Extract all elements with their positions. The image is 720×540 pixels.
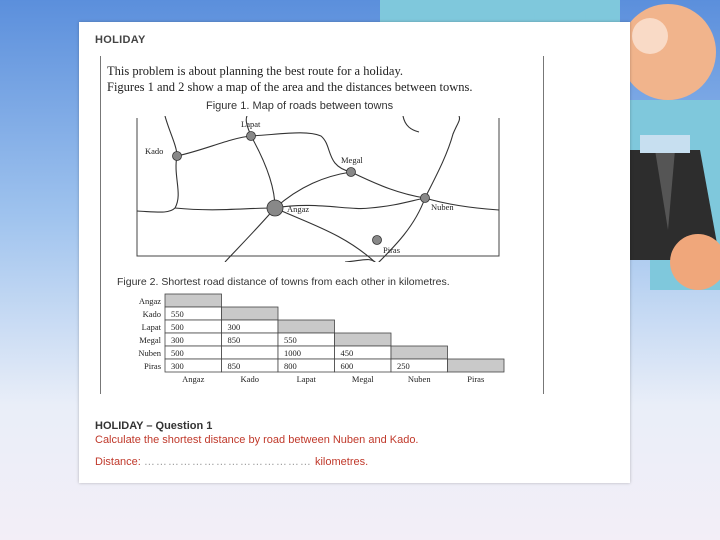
table-diagonal-cell — [165, 294, 222, 307]
town-label-piras: Piras — [383, 245, 400, 255]
table-diagonal-cell — [222, 307, 279, 320]
town-label-nuben: Nuben — [431, 202, 454, 212]
table-cell-value: 800 — [284, 361, 297, 371]
table-cell-value: 300 — [171, 361, 184, 371]
town-marker-megal — [347, 168, 356, 177]
table-cell-value: 550 — [284, 335, 297, 345]
distance-blank[interactable]: …………………………………… — [143, 456, 312, 468]
table-column-label: Kado — [240, 374, 259, 384]
town-marker-lapat — [247, 132, 256, 141]
table-cell-value: 300 — [227, 322, 241, 332]
table-row-label: Megal — [139, 335, 161, 345]
table-diagonal-cell — [391, 346, 448, 359]
table-cell — [222, 346, 279, 359]
right-border-line — [543, 56, 544, 394]
table-column-label: Piras — [467, 374, 485, 384]
distance-table — [119, 290, 509, 410]
town-marker-nuben — [421, 194, 430, 203]
figure2-caption: Figure 2. Shortest road distance of towns from each other in kilometres. — [117, 276, 450, 288]
town-label-kado: Kado — [145, 146, 164, 156]
document-title: HOLIDAY — [95, 34, 146, 46]
table-column-label: Lapat — [296, 374, 316, 384]
orange-ball-top — [620, 4, 716, 100]
table-row-label: Lapat — [141, 322, 161, 332]
table-diagonal-cell — [335, 333, 392, 346]
roads — [137, 116, 499, 262]
table-cell-value: 1000 — [284, 348, 301, 358]
figure1-caption: Figure 1. Map of roads between towns — [206, 100, 394, 112]
intro-line-2: Figures 1 and 2 show a map of the area and the distances between towns. — [107, 80, 473, 94]
table-cell-value: 850 — [227, 335, 241, 345]
table-column-label: Megal — [351, 374, 374, 384]
distance-unit: kilometres. — [314, 456, 369, 468]
table-diagonal-cell — [278, 320, 335, 333]
town-label-angaz: Angaz — [287, 204, 310, 214]
intro-text — [107, 63, 473, 95]
left-border-line — [100, 56, 101, 394]
table-row-label: Piras — [144, 361, 161, 371]
table-cell-value: 300 — [171, 335, 184, 345]
town-marker-kado — [173, 152, 182, 161]
table-diagonal-cell — [448, 359, 505, 372]
table-cell-value: 500 — [171, 322, 184, 332]
distance-answer-line — [95, 456, 368, 468]
intro-line-1: This problem is about planning the best route for a holiday. — [107, 64, 404, 78]
road-map — [135, 116, 505, 262]
table-column-label: Nuben — [407, 374, 431, 384]
table-row-label: Kado — [142, 309, 161, 319]
table-cell-value: 550 — [171, 309, 184, 319]
table-cell-value: 850 — [227, 361, 241, 371]
town-label-megal: Megal — [341, 155, 363, 165]
table-row-label: Nuben — [138, 348, 161, 358]
distance-label: Distance: — [95, 456, 141, 468]
table-cell-value: 500 — [171, 348, 184, 358]
question-text: Calculate the shortest distance by road between Nuben and Kado. — [95, 434, 419, 446]
table-cell-value: 250 — [397, 361, 410, 371]
town-label-lapat: Lapat — [241, 119, 261, 129]
table-cell-value: 600 — [340, 361, 354, 371]
town-markers — [173, 132, 430, 245]
town-marker-angaz — [267, 200, 283, 216]
table-cell-value: 450 — [340, 348, 354, 358]
question-title: HOLIDAY – Question 1 — [95, 420, 213, 432]
map-frame — [137, 118, 499, 256]
town-marker-piras — [373, 236, 382, 245]
table-column-label: Angaz — [182, 374, 205, 384]
table-row-label: Angaz — [138, 296, 161, 306]
worksheet-page — [79, 22, 630, 483]
